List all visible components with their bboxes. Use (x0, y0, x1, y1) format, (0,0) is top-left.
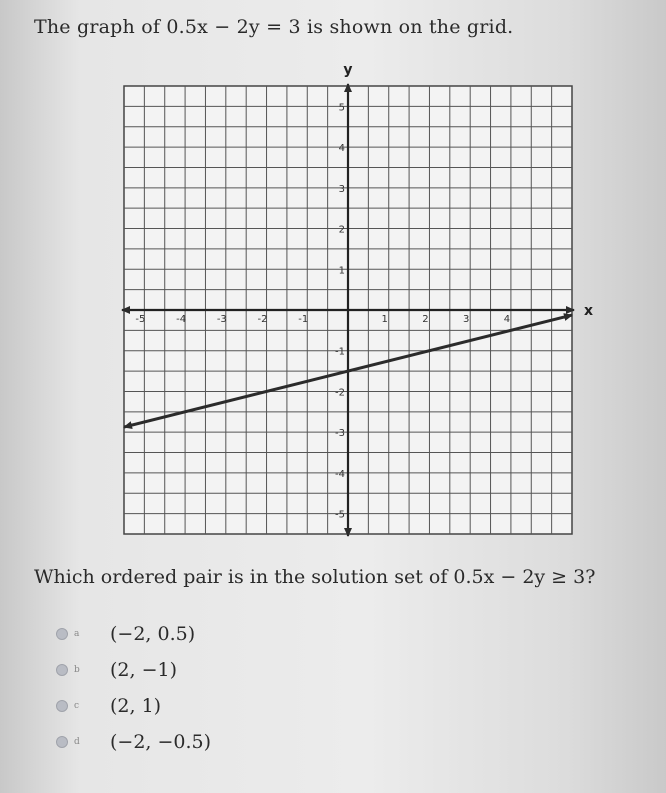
x-tick-label: -2 (257, 314, 268, 325)
choice-label: (2, −1) (110, 659, 178, 681)
y-tick-label: 2 (338, 224, 345, 236)
answer-choices (56, 616, 211, 760)
radio-button[interactable] (56, 736, 68, 748)
x-tick-label: -3 (216, 314, 227, 325)
choice-label: (2, 1) (110, 695, 162, 717)
y-tick-label: -4 (335, 468, 345, 480)
x-tick-label: 3 (462, 314, 470, 325)
y-tick-label: 3 (338, 183, 345, 195)
choice-letter: b (74, 665, 80, 675)
x-tick-label: -1 (298, 314, 309, 325)
radio-button[interactable] (56, 664, 68, 676)
x-tick-label: -5 (135, 314, 146, 325)
y-tick-label: 1 (338, 265, 345, 277)
choice-label: (−2, 0.5) (110, 623, 196, 645)
y-tick-label: -2 (335, 387, 345, 399)
y-axis-label: y (343, 62, 353, 78)
choice-a[interactable] (56, 616, 211, 652)
choice-letter: a (74, 629, 80, 639)
choice-letter: d (74, 737, 80, 747)
x-tick-label: -4 (176, 314, 187, 325)
x-tick-label: 4 (503, 314, 511, 325)
x-tick-label: 1 (381, 314, 388, 325)
radio-button[interactable] (56, 700, 68, 712)
radio-button[interactable] (56, 628, 68, 640)
y-tick-label: -3 (335, 428, 345, 440)
question-title: The graph of 0.5x − 2y = 3 is shown on the grid. (34, 16, 514, 38)
choice-letter: c (74, 701, 80, 711)
x-tick-label: 2 (422, 314, 429, 325)
choice-c[interactable] (56, 688, 211, 724)
choice-label: (−2, −0.5) (110, 731, 212, 753)
choice-b[interactable] (56, 652, 211, 688)
y-tick-label: 4 (338, 143, 345, 155)
y-tick-label: -5 (335, 509, 345, 521)
x-axis-label: x (584, 303, 594, 319)
question-prompt: Which ordered pair is in the solution set of 0.5x − 2y ≥ 3? (34, 566, 596, 588)
y-tick-label: 5 (338, 102, 345, 114)
choice-d[interactable] (56, 724, 211, 760)
y-tick-label: -1 (335, 346, 345, 358)
